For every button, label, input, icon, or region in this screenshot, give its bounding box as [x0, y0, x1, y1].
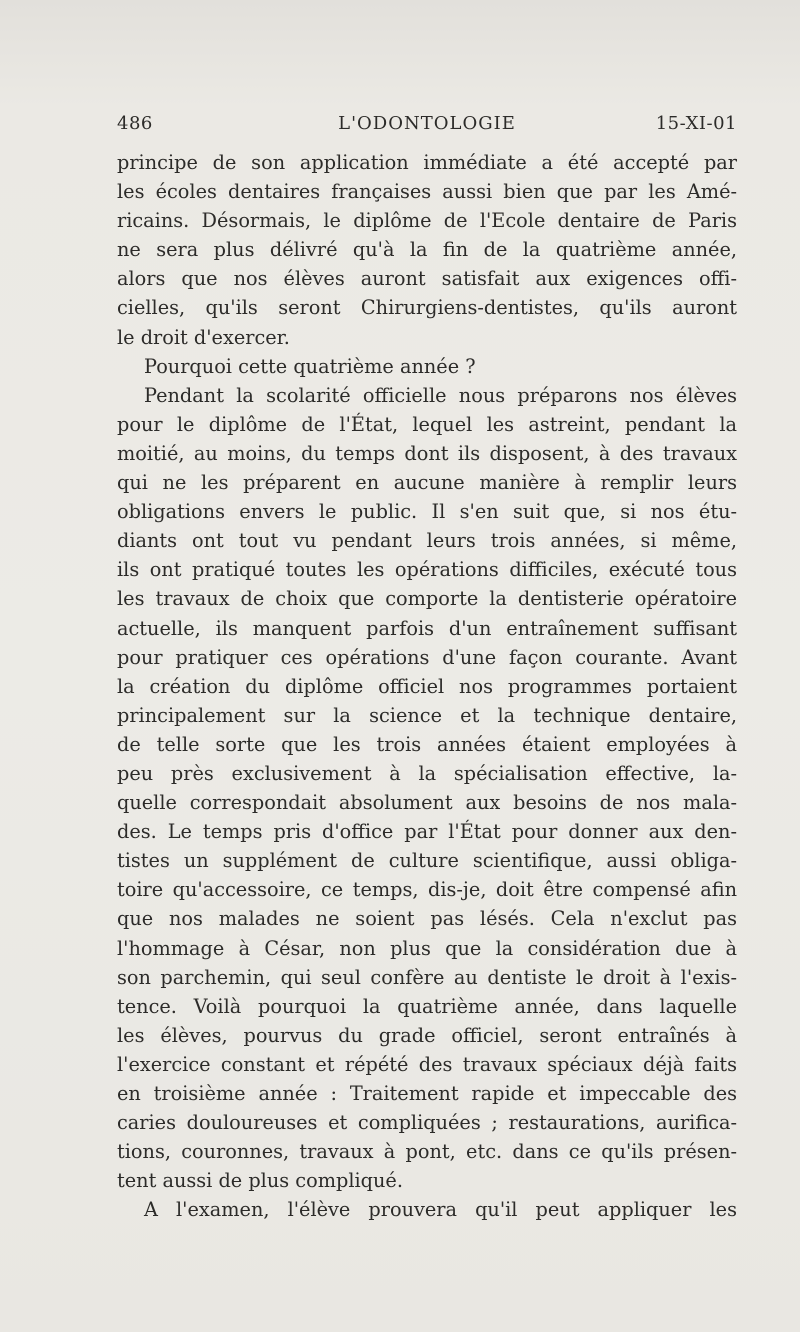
paragraph-1 — [117, 148, 737, 352]
text-line: ils ont pratiqué toutes les opérations difficiles, exécuté tous — [117, 558, 737, 582]
text-line: que nos malades ne soient pas lésés. Cela n'exclut pas — [117, 907, 737, 931]
issue-date: 15-XI-01 — [655, 113, 737, 134]
paragraph-3 — [117, 381, 737, 1196]
text-line: ne sera plus délivré qu'à la fin de la quatrième année, — [117, 238, 737, 262]
text-line: tions, couronnes, travaux à pont, etc. dans ce qu'ils présen- — [117, 1140, 737, 1164]
text-line: l'hommage à César, non plus que la considération due à — [117, 936, 737, 960]
text-line: tence. Voilà pourquoi la quatrième année, dans laquelle — [117, 994, 737, 1018]
text-line: quelle correspondait absolument aux besoins de nos mala- — [117, 791, 737, 815]
text-line: diants ont tout vu pendant leurs trois années, si même, — [117, 529, 737, 553]
text-line: Pourquoi cette quatrième année ? — [144, 354, 476, 378]
page-number: 486 — [117, 113, 153, 134]
text-line: obligations envers le public. Il s'en suit que, si nos étu- — [117, 500, 737, 524]
text-line: caries douloureuses et compliquées ; restaurations, aurifica- — [117, 1111, 737, 1135]
text-line: de telle sorte que les trois années étaient employées à — [117, 732, 737, 756]
journal-title: L'ODONTOLOGIE — [338, 113, 516, 134]
text-line: ricains. Désormais, le diplôme de l'Ecole dentaire de Paris — [117, 209, 737, 233]
paragraph-4 — [117, 1195, 737, 1224]
text-line: les écoles dentaires françaises aussi bien que par les Amé- — [117, 180, 737, 204]
text-line: principalement sur la science et la technique dentaire, — [117, 703, 737, 727]
text-line: l'exercice constant et répété des travaux spéciaux déjà faits — [117, 1052, 737, 1076]
paragraph-2 — [117, 352, 737, 381]
text-line: moitié, au moins, du temps dont ils disposent, à des travaux — [117, 441, 737, 465]
text-line: les travaux de choix que comporte la dentisterie opératoire — [117, 587, 737, 611]
text-line: les élèves, pourvus du grade officiel, seront entraînés à — [117, 1023, 737, 1047]
text-line: tent aussi de plus compliqué. — [117, 1169, 403, 1193]
body-text — [117, 148, 737, 1224]
text-line: toire qu'accessoire, ce temps, dis-je, doit être compensé afin — [117, 878, 737, 902]
text-line: pour pratiquer ces opérations d'une façon courante. Avant — [117, 645, 737, 669]
text-line: qui ne les préparent en aucune manière à remplir leurs — [117, 471, 737, 495]
text-line: des. Le temps pris d'office par l'État pour donner aux den- — [117, 820, 737, 844]
text-line: peu près exclusivement à la spécialisation effective, la- — [117, 761, 737, 785]
text-line: le droit d'exercer. — [117, 325, 290, 349]
text-line: pour le diplôme de l'État, lequel les astreint, pendant la — [117, 412, 737, 436]
text-line: son parchemin, qui seul confère au dentiste le droit à l'exis- — [117, 965, 737, 989]
text-line: A l'examen, l'élève prouvera qu'il peut appliquer les — [144, 1198, 737, 1222]
text-line: alors que nos élèves auront satisfait aux exigences offi- — [117, 267, 737, 291]
text-line: en troisième année : Traitement rapide et impeccable des — [117, 1082, 737, 1105]
text-line: la création du diplôme officiel nos programmes portaient — [117, 674, 737, 698]
text-line: principe de son application immédiate a été accepté par — [117, 151, 737, 174]
text-line: actuelle, ils manquent parfois d'un entraînement suffisant — [117, 616, 737, 640]
running-header — [117, 113, 737, 143]
text-line: cielles, qu'ils seront Chirurgiens-dentistes, qu'ils auront — [117, 296, 737, 320]
text-line: Pendant la scolarité officielle nous préparons nos élèves — [144, 383, 737, 407]
text-line: tistes un supplément de culture scientifique, aussi obliga- — [117, 849, 737, 873]
